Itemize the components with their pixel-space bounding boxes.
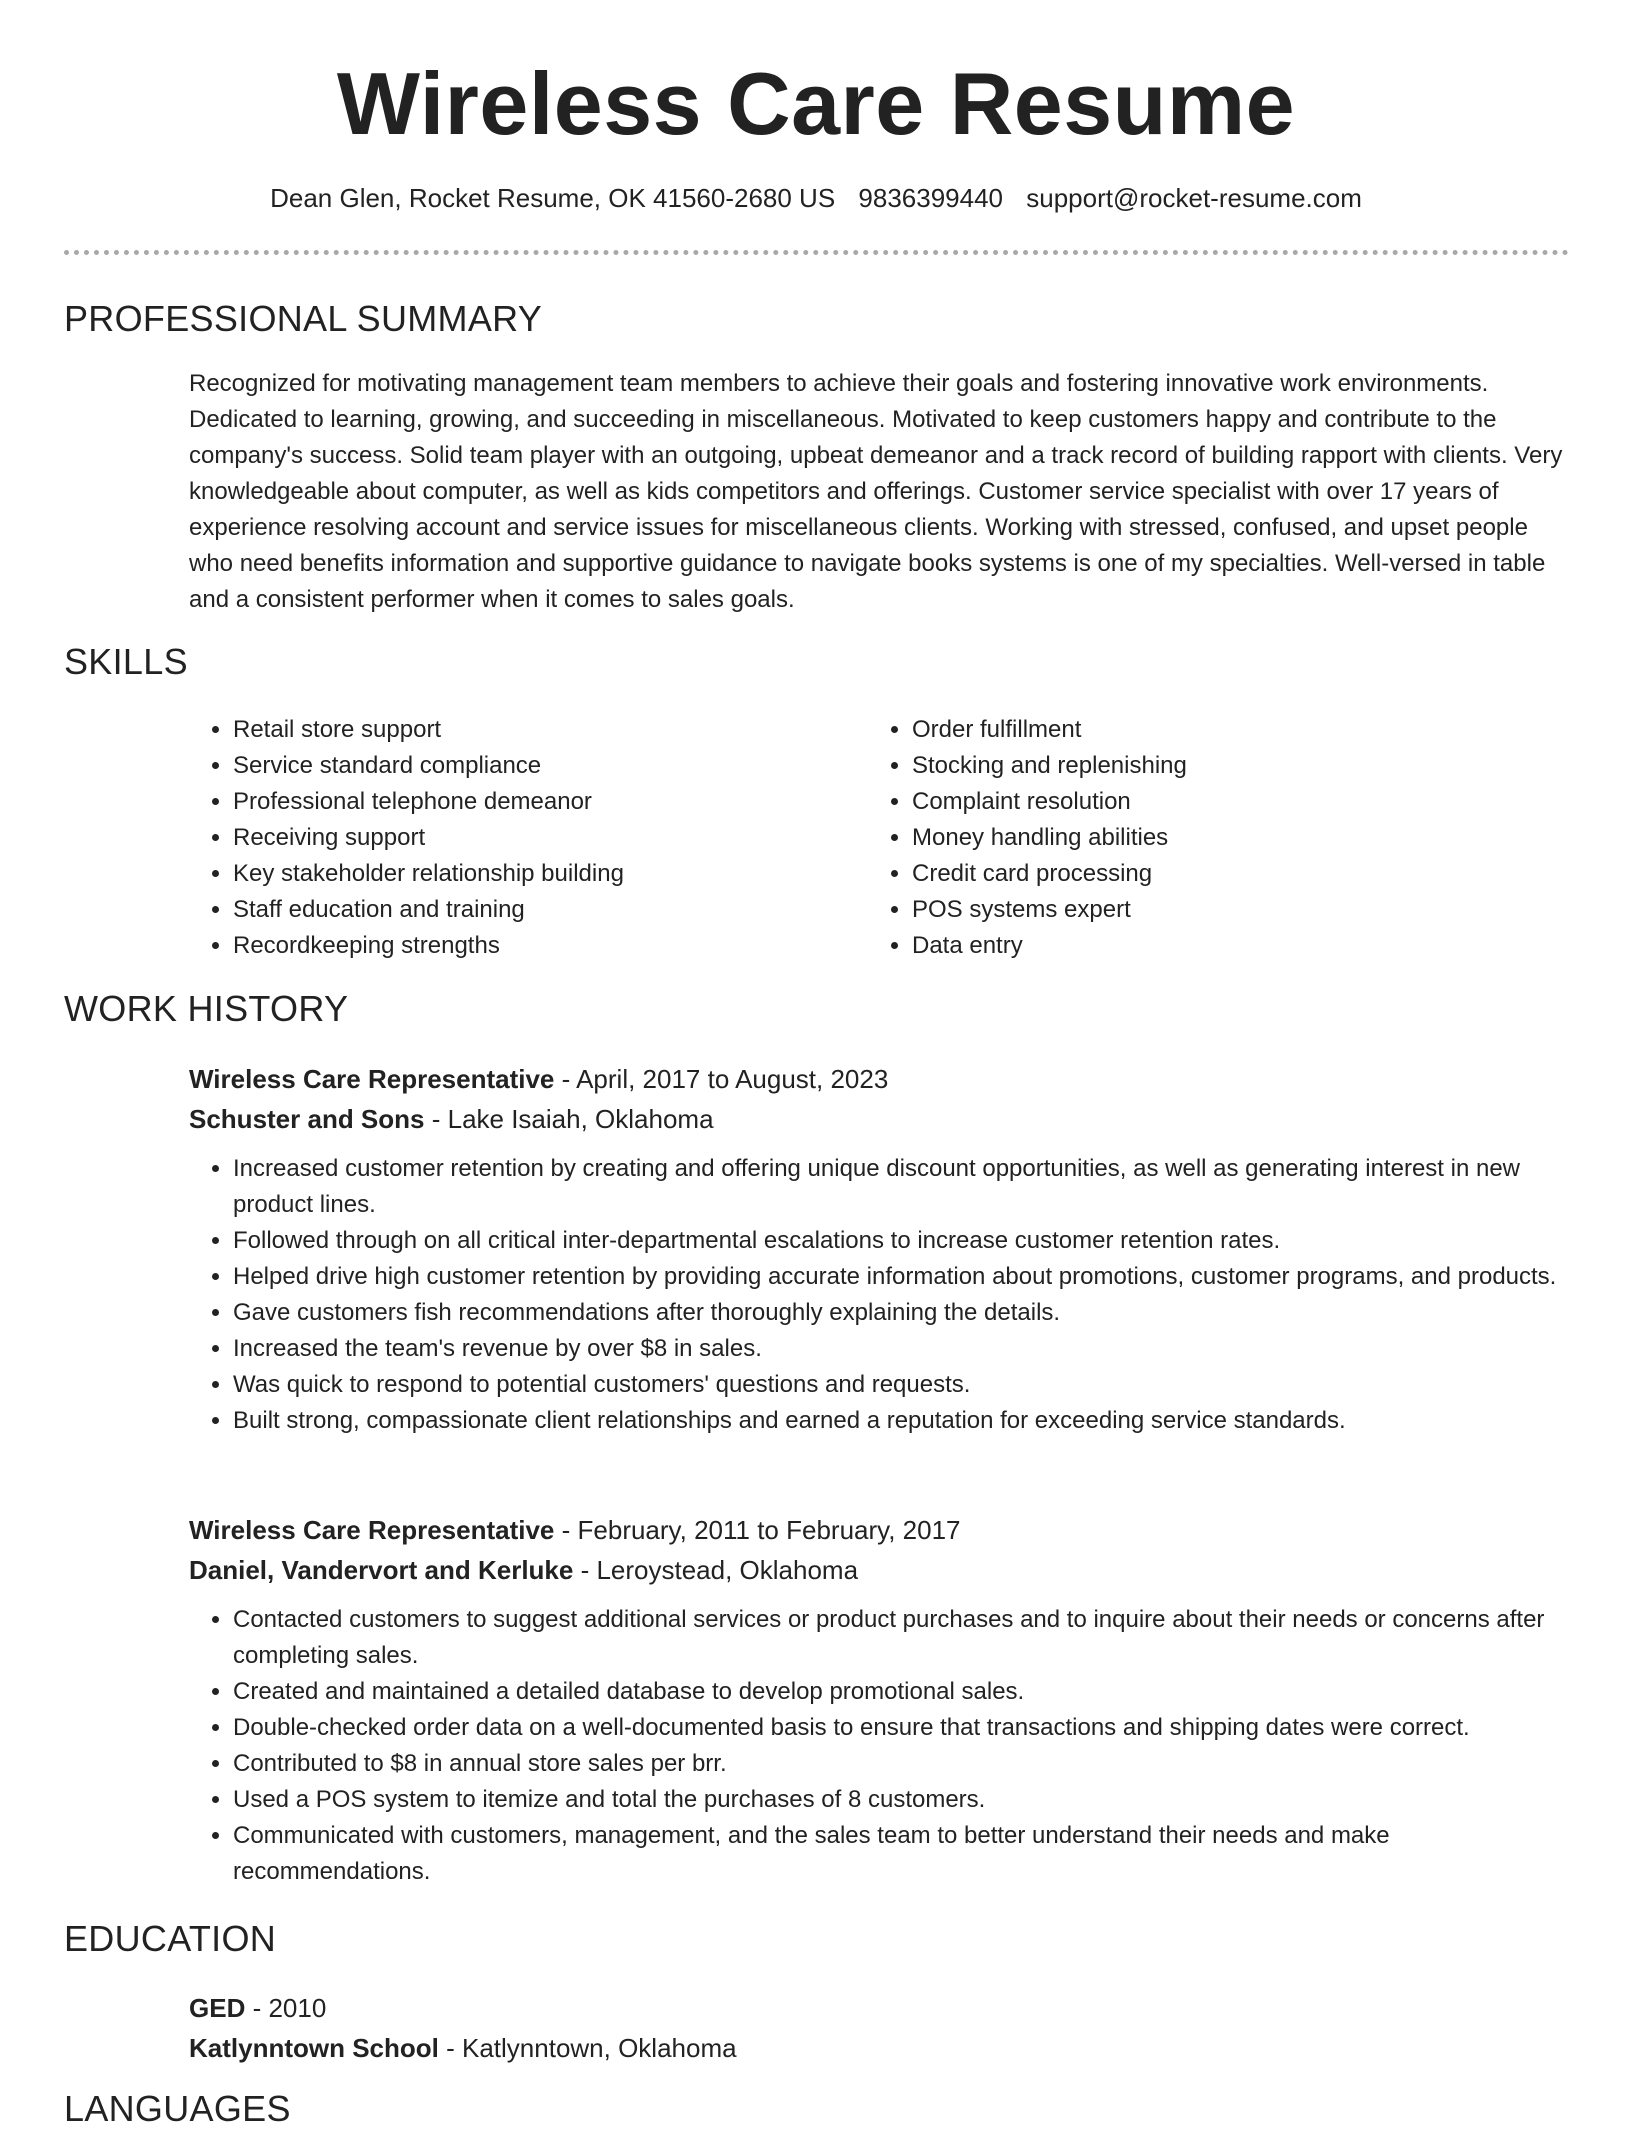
job-title-line [189, 1510, 1569, 1550]
skill-item: • Complaint resolution [912, 784, 1552, 820]
section-title-skills: SKILLS [64, 641, 188, 682]
skills-list-right [868, 712, 1552, 964]
skill-item: • Professional telephone demeanor [233, 784, 873, 820]
job-bullet: • Contacted customers to suggest additional services or product purchases and to inquire about their needs or concerns after completing sales. [233, 1602, 1569, 1674]
skill-item: • Key stakeholder relationship building [233, 856, 873, 892]
job-location: - Leroystead, Oklahoma [573, 1555, 859, 1585]
section-title-summary: PROFESSIONAL SUMMARY [64, 298, 543, 339]
job-bullet: • Double-checked order data on a well-documented basis to ensure that transactions and shipping dates were correct. [233, 1710, 1569, 1746]
skill-item: • Data entry [912, 928, 1552, 964]
job-bullet: • Used a POS system to itemize and total the purchases of 8 customers. [233, 1782, 1569, 1818]
job-bullets [189, 1151, 1569, 1439]
resume-title: Wireless Care Resume [336, 54, 1296, 153]
education-degree: GED [189, 1993, 246, 2023]
job-dates: - April, 2017 to August, 2023 [554, 1064, 889, 1094]
skill-item: • Money handling abilities [912, 820, 1552, 856]
job-company: Schuster and Sons [189, 1104, 425, 1134]
job-bullet: • Gave customers fish recommendations after thoroughly explaining the details. [233, 1295, 1569, 1331]
job-title-line [189, 1059, 1569, 1099]
contact-email: support@rocket-resume.com [1026, 183, 1362, 213]
skills-list-left [189, 712, 873, 964]
job-location: - Lake Isaiah, Oklahoma [424, 1104, 714, 1134]
skill-item: • Recordkeeping strengths [233, 928, 873, 964]
job-bullet: • Increased the team's revenue by over $8 in sales. [233, 1331, 1569, 1367]
education-degree-line [189, 1988, 1569, 2028]
section-title-work-history: WORK HISTORY [64, 988, 349, 1029]
skill-item: • Service standard compliance [233, 748, 873, 784]
contact-phone: 9836399440 [858, 183, 1004, 213]
job-entry [189, 1510, 1569, 1890]
job-bullets [189, 1602, 1569, 1890]
skill-item: • Staff education and training [233, 892, 873, 928]
section-title-languages: LANGUAGES [64, 2088, 291, 2129]
skill-item: • Retail store support [233, 712, 873, 748]
job-bullet: • Increased customer retention by creating and offering unique discount opportunities, as well as generating interest in new product lines. [233, 1151, 1569, 1223]
section-title-education: EDUCATION [64, 1918, 277, 1959]
job-bullet: • Created and maintained a detailed database to develop promotional sales. [233, 1674, 1569, 1710]
job-bullet: • Contributed to $8 in annual store sales per brr. [233, 1746, 1569, 1782]
contact-address: Dean Glen, Rocket Resume, OK 41560-2680 US [270, 183, 836, 213]
education-year: - 2010 [245, 1993, 327, 2023]
job-dates: - February, 2011 to February, 2017 [554, 1515, 961, 1545]
skill-item: • Order fulfillment [912, 712, 1552, 748]
job-company-line [189, 1099, 1569, 1139]
job-entry [189, 1059, 1569, 1439]
job-bullet: • Built strong, compassionate client relationships and earned a reputation for exceeding service standards. [233, 1403, 1569, 1439]
skill-item: • Credit card processing [912, 856, 1552, 892]
summary-text: Recognized for motivating management team members to achieve their goals and fostering innovative work environments. Dedicated to learning, growing, and succeeding in miscellaneous. Motivated to keep customers happy and contribute to the company's success. Solid team player with an outgoing, upbeat demeanor and a track record of building rapport with clients. Very knowledgeable about computer, as well as kids competitors and offerings. Customer service specialist with over 17 years of experience resolving account and service issues for miscellaneous clients. Working with stressed, confused, and upset people who need benefits information and supportive guidance to navigate books systems is one of my specialties. Well-versed in table and a consistent performer when it comes to sales goals. [189, 370, 1563, 613]
skill-item: • Receiving support [233, 820, 873, 856]
skill-item: • Stocking and replenishing [912, 748, 1552, 784]
job-title: Wireless Care Representative [189, 1064, 555, 1094]
job-bullet: • Was quick to respond to potential customers' questions and requests. [233, 1367, 1569, 1403]
header-divider [64, 250, 1569, 255]
education-school: Katlynntown School [189, 2033, 439, 2063]
job-bullet: • Communicated with customers, management, and the sales team to better understand their needs and make recommendations. [233, 1818, 1569, 1890]
job-company-line [189, 1550, 1569, 1590]
job-bullet: • Followed through on all critical inter-departmental escalations to increase customer retention rates. [233, 1223, 1569, 1259]
job-bullet: • Helped drive high customer retention by providing accurate information about promotions, customer programs, and products. [233, 1259, 1569, 1295]
contact-line [0, 180, 1632, 216]
education-school-line [189, 2028, 1569, 2068]
education-location: - Katlynntown, Oklahoma [438, 2033, 737, 2063]
job-title: Wireless Care Representative [189, 1515, 555, 1545]
education-entry [189, 1988, 1569, 2068]
skill-item: • POS systems expert [912, 892, 1552, 928]
job-company: Daniel, Vandervort and Kerluke [189, 1555, 574, 1585]
